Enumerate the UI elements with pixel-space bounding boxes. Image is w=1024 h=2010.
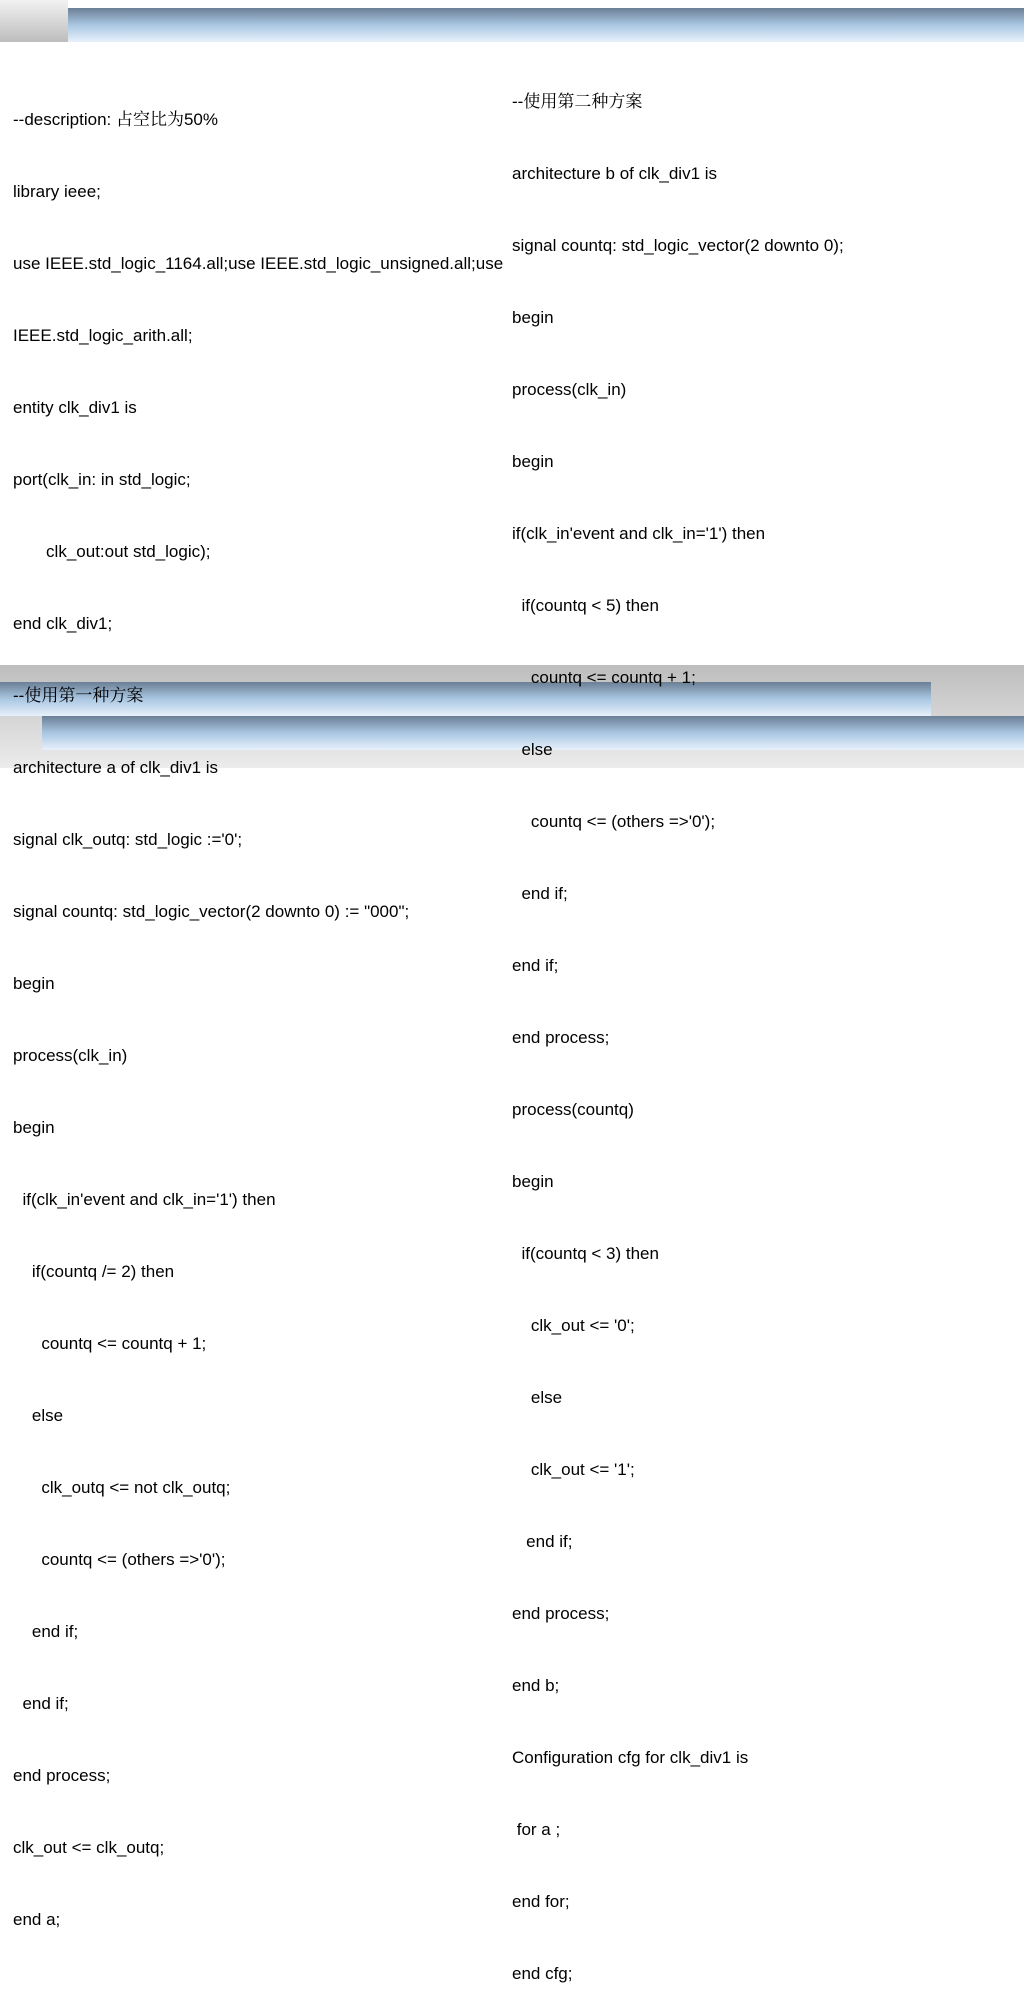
code-line: signal countq: std_logic_vector(2 downto 0); — [512, 236, 844, 255]
code-line: clk_out <= clk_outq; — [13, 1838, 165, 1857]
top-left-decor-band — [0, 0, 68, 42]
code-line: end process; — [512, 1028, 610, 1047]
code-line: end cfg; — [512, 1964, 573, 1983]
code-line: end if; — [512, 1532, 573, 1551]
code-line: --使用第一种方案 — [13, 686, 144, 705]
code-line: if(countq < 5) then — [512, 596, 659, 615]
code-line: clk_outq <= not clk_outq; — [13, 1478, 231, 1497]
code-line: port(clk_in: in std_logic; — [13, 470, 191, 489]
code-line: end a; — [13, 1910, 61, 1929]
right-code-block — [512, 42, 844, 2010]
code-line: begin — [512, 308, 554, 327]
code-line: else — [512, 740, 553, 759]
code-line: architecture a of clk_div1 is — [13, 758, 219, 777]
code-line: end for; — [512, 1892, 570, 1911]
code-line: if(clk_in'event and clk_in='1') then — [512, 524, 766, 543]
code-line: countq <= (others =>'0'); — [512, 812, 716, 831]
code-line: architecture b of clk_div1 is — [512, 164, 718, 183]
code-line: library ieee; — [13, 182, 101, 201]
code-line: signal clk_outq: std_logic :='0'; — [13, 830, 243, 849]
code-line: clk_out <= '0'; — [512, 1316, 635, 1335]
code-line: begin — [13, 974, 55, 993]
code-line: IEEE.std_logic_arith.all; — [13, 326, 193, 345]
code-line: if(countq /= 2) then — [13, 1262, 175, 1281]
code-line: end clk_div1; — [13, 614, 113, 633]
code-line: use IEEE.std_logic_1164.all;use IEEE.std_logic_unsigned.all;use — [13, 254, 504, 273]
code-line: --使用第二种方案 — [512, 92, 643, 111]
code-line: countq <= (others =>'0'); — [13, 1550, 226, 1569]
code-line: end if; — [512, 884, 568, 903]
left-code-block — [13, 60, 503, 1956]
code-line: process(clk_in) — [13, 1046, 128, 1065]
code-line: process(countq) — [512, 1100, 634, 1119]
code-line: begin — [512, 1172, 554, 1191]
code-line: end if; — [13, 1622, 79, 1641]
code-line: end if; — [13, 1694, 69, 1713]
code-line: end process; — [13, 1766, 111, 1785]
code-line: end process; — [512, 1604, 610, 1623]
code-line: Configuration cfg for clk_div1 is — [512, 1748, 749, 1767]
code-line: entity clk_div1 is — [13, 398, 137, 417]
code-line: signal countq: std_logic_vector(2 downto 0) := "000"; — [13, 902, 410, 921]
code-line: for a ; — [512, 1820, 561, 1839]
code-line: process(clk_in) — [512, 380, 627, 399]
code-line: countq <= countq + 1; — [512, 668, 696, 687]
code-line: end b; — [512, 1676, 560, 1695]
code-line: --description: 占空比为50% — [13, 110, 219, 129]
code-line: else — [512, 1388, 563, 1407]
code-line: clk_out:out std_logic); — [13, 542, 211, 561]
code-line: if(clk_in'event and clk_in='1') then — [13, 1190, 276, 1209]
code-line: if(countq < 3) then — [512, 1244, 659, 1263]
code-line: begin — [13, 1118, 55, 1137]
code-line: clk_out <= '1'; — [512, 1460, 635, 1479]
code-line: else — [13, 1406, 64, 1425]
top-decor-band — [68, 8, 1024, 42]
code-line: countq <= countq + 1; — [13, 1334, 207, 1353]
code-line: begin — [512, 452, 554, 471]
code-line: end if; — [512, 956, 559, 975]
